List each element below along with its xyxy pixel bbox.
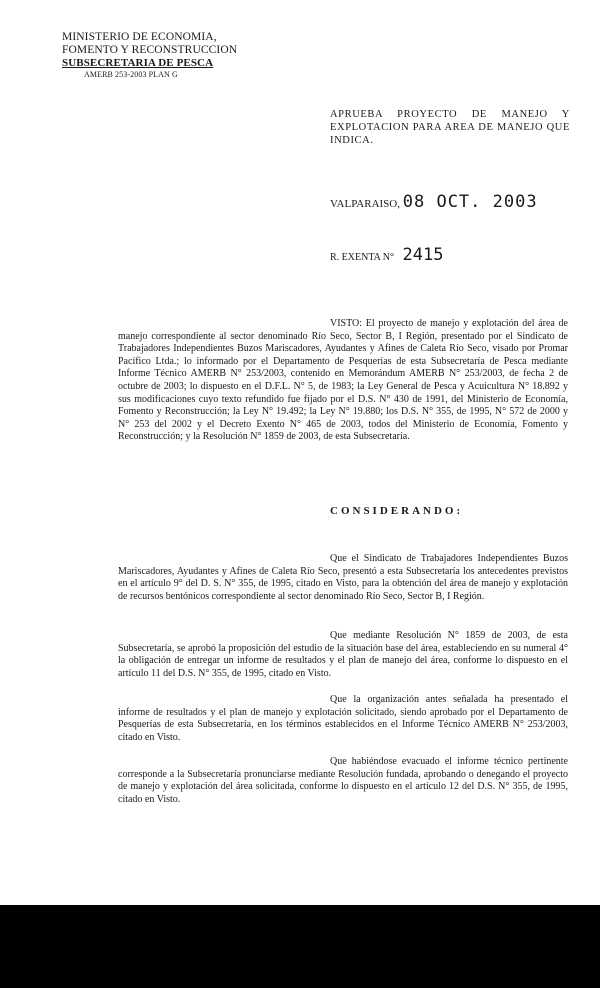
considerando-paragraph-4: Que habiéndose evacuado el informe técnico pertinente corresponde a la Subsecretaría pronunciarse mediante Resolución fundada, aprobando o denegando el proyecto de manejo y explotación del área solicitada, conforme lo dispuesto en el artículo 12 del D.S. N° 355, de 1995, citado en Visto. bbox=[118, 756, 568, 805]
resolution-number bbox=[330, 245, 443, 265]
resolution-number-value: 2415 bbox=[402, 245, 444, 265]
resolution-label: R. EXENTA N° bbox=[330, 252, 395, 263]
letterhead bbox=[62, 31, 262, 80]
considerando-heading: CONSIDERANDO: bbox=[330, 505, 464, 517]
scan-border bbox=[0, 905, 600, 988]
considerando-paragraph-3: Que la organización antes señalada ha presentado el informe de resultados y el plan de manejo y explotación solicitado, siendo aprobado por el Departamento de Pesquerías de esta Subsecretaría, en los términos establecidos en el Informe Técnico AMERB N° 253/2003, citado en Visto. bbox=[118, 694, 568, 743]
letterhead-subsecretaria: SUBSECRETARIA DE PESCA bbox=[62, 57, 214, 69]
letterhead-reference: AMERB 253-2003 PLAN G bbox=[84, 70, 178, 79]
resolution-date bbox=[330, 192, 538, 212]
date-stamp: 08 OCT. 2003 bbox=[402, 192, 538, 212]
visto-paragraph: VISTO: El proyecto de manejo y explotación del área de manejo correspondiente al sector denominado Río Seco, Sector B, I Región, presentado por el Sindicato de Trabajadores Independientes Buzos Mariscadores, Ayudantes y Afines de Caleta Río Seco, visado por Promar Pacífico Ltda.; lo informado por el Departamento de Pesquerías de esta Subsecretaría de Pesca mediante Informe Técnico AMERB N° 253/2003, contenido en Memorándum AMERB N° 253/2003, de fecha 2 de octubre de 2003; lo dispuesto en el D.F.L. N° 5, de 1983; la Ley General de Pesca y Acuicultura N° 18.892 y sus modificaciones cuyo texto refundido fue fijado por el D.S. N° 430 de 1991, del Ministerio de Economía, Fomento y Reconstrucción; la Ley N° 19.492; la Ley N° 19.880; los D.S. N° 355, de 1995, N° 572 de 2000 y N° 253 del 2002 y el Decreto Exento N° 465 de 2003, todos del Ministerio de Economía, Fomento y Reconstrucción; y la Resolución N° 1859 de 2003, de esta Subsecretaría. bbox=[118, 318, 568, 443]
letterhead-ministry: MINISTERIO DE ECONOMIA, bbox=[62, 31, 217, 43]
considerando-paragraph-1: Que el Sindicato de Trabajadores Independientes Buzos Mariscadores, Ayudantes y Afines de Caleta Río Seco, presentó a esta Subsecretaría los antecedentes previstos en el artículo 9° del D. S. N° 355, de 1995, citado en Visto, para la obtención del área de manejo y explotación de recursos bentónicos correspondiente al sector denominado Río Seco, Sector B, I Región. bbox=[118, 553, 568, 602]
resolution-subject: APRUEBA PROYECTO DE MANEJO Y EXPLOTACION PARA AREA DE MANEJO QUE INDICA. bbox=[330, 109, 570, 146]
letterhead-ministry-2: FOMENTO Y RECONSTRUCCION bbox=[62, 44, 238, 56]
considerando-paragraph-2: Que mediante Resolución N° 1859 de 2003, de esta Subsecretaría, se aprobó la proposición del estudio de la situación base del área, estableciendo en su numeral 4° la obligación de entregar un informe de resultados y el plan de manejo del área, conforme lo dispuesto en el artículo 11 del D.S. N° 355, de 1995, citado en Visto. bbox=[118, 630, 568, 679]
date-city: VALPARAISO, bbox=[330, 198, 400, 210]
